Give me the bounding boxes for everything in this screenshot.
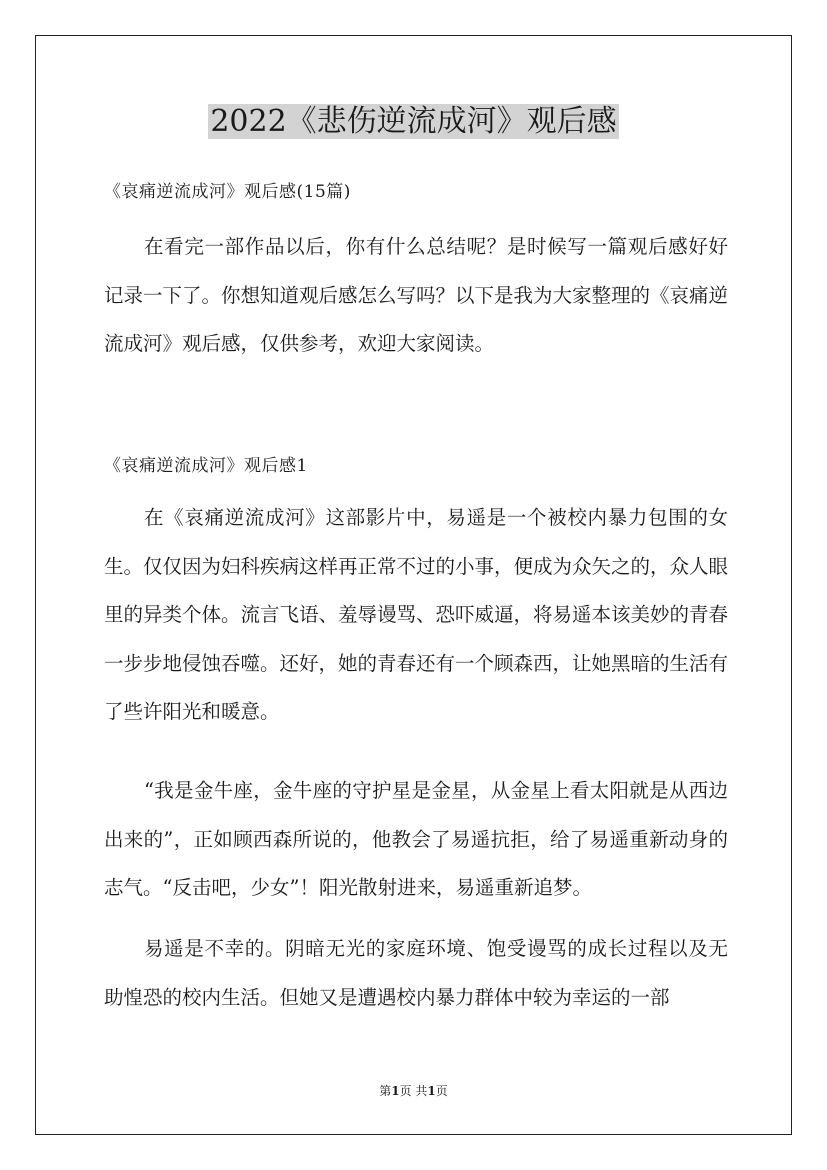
document-title xyxy=(0,100,827,144)
body-paragraph-2: “我是金牛座，金牛座的守护星是金星，从金星上看太阳就是从西边出来的”，正如顾西森所说的，他教会了易遥抗拒，给了易遥重新动身的志气。“反击吧，少女”！阳光散射进来，易遥重新追梦。 xyxy=(104,779,728,899)
body-paragraph-1: 在《哀痛逆流成河》这部影片中，易遥是一个被校内暴力包围的女生。仅仅因为妇科疾病这样再正常不过的小事，便成为众矢之的，众人眼里的异类个体。流言飞语、羞辱谩骂、恐吓威逼，将易遥本该美妙的青春一步步地侵蚀吞噬。还好，她的青春还有一个顾森西，让她黑暗的生活有了些许阳光和暖意。 xyxy=(104,506,729,723)
footer-page-total: 1 xyxy=(427,1084,436,1098)
section-heading: 《哀痛逆流成河》观后感1 xyxy=(104,456,308,476)
document-subtitle: 《哀痛逆流成河》观后感(15篇) xyxy=(104,182,351,202)
intro-paragraph: 在看完一部作品以后，你有什么总结呢？是时候写一篇观后感好好记录一下了。你想知道观后感怎么写吗？以下是我为大家整理的《哀痛逆流成河》观后感，仅供参考，欢迎大家阅读。 xyxy=(104,235,729,355)
footer-suffix: 页 xyxy=(435,1084,448,1098)
title-text: 2022《悲伤逆流成河》观后感 xyxy=(210,104,617,139)
footer-prefix: 第 xyxy=(379,1084,392,1098)
body-paragraph-3: 易遥是不幸的。阴暗无光的家庭环境、饱受谩骂的成长过程以及无助惶恐的校内生活。但她又是遭遇校内暴力群体中较为幸运的一部 xyxy=(104,937,728,1009)
footer-mid: 页 共 xyxy=(399,1084,428,1098)
footer-page-current: 1 xyxy=(391,1084,400,1098)
page-footer xyxy=(0,1083,827,1099)
